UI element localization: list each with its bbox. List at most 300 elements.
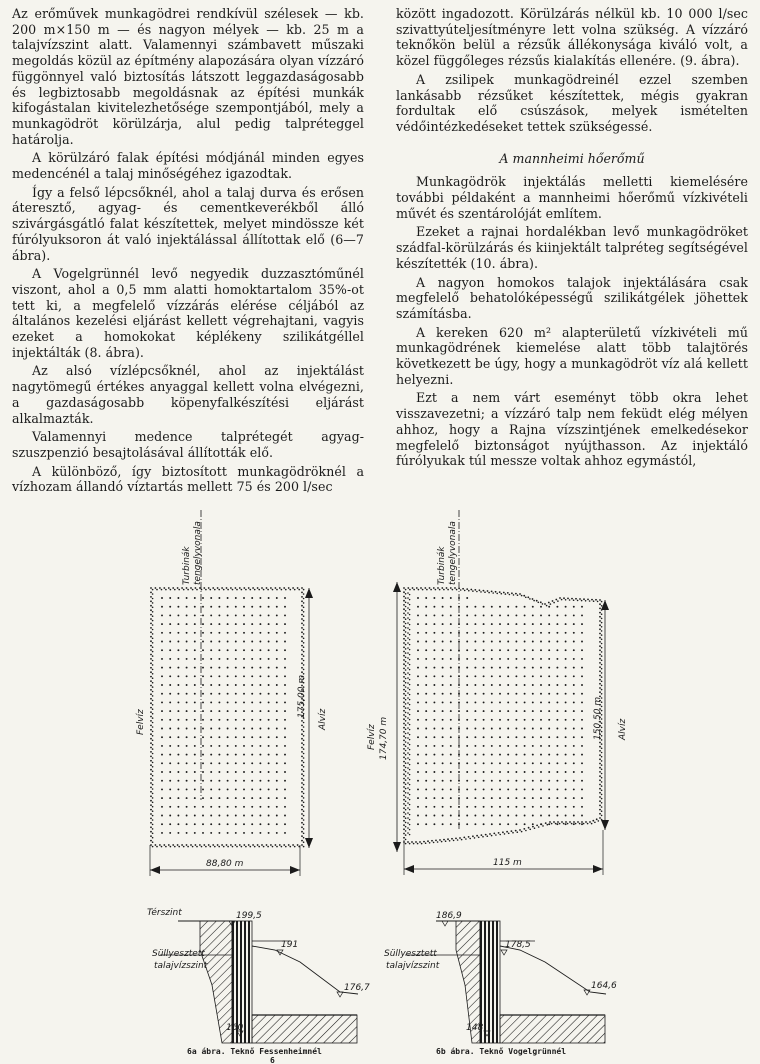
grout-hole [284, 710, 286, 712]
grout-hole [525, 596, 527, 598]
grout-hole [243, 606, 245, 608]
grout-hole [210, 806, 212, 808]
grout-hole [407, 642, 409, 644]
grout-hole [499, 788, 501, 790]
grout-hole [150, 773, 152, 775]
grout-hole [491, 649, 493, 651]
grout-hole [433, 623, 435, 625]
grout-hole [599, 754, 601, 756]
grout-hole [442, 745, 444, 747]
section-title: A mannheimi hőerőmű [499, 150, 645, 166]
grout-hole [303, 837, 305, 839]
grout-hole [405, 762, 407, 764]
grout-hole [442, 788, 444, 790]
grout-hole [491, 823, 493, 825]
grout-hole [405, 661, 407, 663]
grout-hole [442, 780, 444, 782]
grout-hole [259, 762, 261, 764]
grout-hole [301, 826, 303, 828]
grout-hole [202, 701, 204, 703]
grout-hole [594, 821, 596, 823]
grout-hole [540, 754, 542, 756]
grout-hole [407, 652, 409, 654]
grout-hole [599, 767, 601, 769]
grout-hole [403, 625, 405, 627]
grout-hole [303, 810, 305, 812]
grout-hole [559, 823, 561, 825]
grout-hole [152, 598, 154, 600]
grout-hole [156, 589, 158, 591]
grout-hole [433, 745, 435, 747]
grout-hole [540, 788, 542, 790]
grout-hole [205, 589, 207, 591]
grout-hole [556, 788, 558, 790]
grout-hole [276, 632, 278, 634]
grout-hole [489, 833, 491, 835]
grout-hole [548, 684, 550, 686]
grout-hole [499, 606, 501, 608]
grout-hole [303, 598, 305, 600]
grout-hole [476, 591, 478, 593]
grout-hole [276, 614, 278, 616]
grout-hole [466, 693, 468, 695]
arrowhead [290, 866, 300, 874]
grout-hole [579, 598, 581, 600]
grout-hole [601, 680, 603, 682]
grout-hole [507, 675, 509, 677]
grout-hole [163, 587, 165, 589]
grout-hole [532, 667, 534, 669]
grout-hole [551, 823, 553, 825]
grout-hole [483, 736, 485, 738]
grout-hole [561, 821, 563, 823]
grout-hole [403, 693, 405, 695]
grout-hole [221, 587, 223, 589]
grout-hole [599, 666, 601, 668]
grout-hole [285, 589, 287, 591]
grout-hole [284, 806, 286, 808]
grout-hole [425, 754, 427, 756]
grout-hole [409, 724, 410, 725]
grout-hole [540, 815, 542, 817]
grout-hole [276, 719, 278, 721]
grout-hole [186, 728, 188, 730]
grout-hole [161, 780, 163, 782]
grout-hole [556, 701, 558, 703]
grout-hole [407, 732, 409, 734]
arrowhead [404, 865, 414, 873]
grout-hole [439, 589, 441, 591]
grout-hole [259, 701, 261, 703]
grout-hole [152, 726, 154, 728]
grout-hole [466, 815, 468, 817]
grout-hole [276, 623, 278, 625]
grout-hole [425, 641, 427, 643]
grout-hole [519, 829, 521, 831]
grout-hole [172, 587, 174, 589]
grout-hole [301, 720, 303, 722]
grout-hole [569, 821, 571, 823]
grout-hole [409, 609, 410, 610]
grout-hole [298, 589, 300, 591]
grout-hole [433, 797, 435, 799]
figure-6a-section [147, 907, 370, 1064]
grout-hole [303, 784, 305, 786]
grout-hole [559, 597, 561, 599]
left-dimension: 174,70 m [379, 716, 389, 760]
grout-hole [177, 710, 179, 712]
grout-hole [212, 587, 214, 589]
grout-hole [581, 606, 583, 608]
grout-hole [152, 766, 154, 768]
grout-hole [409, 649, 410, 650]
grout-hole [259, 658, 261, 660]
grout-hole [407, 707, 409, 709]
grout-hole [194, 649, 196, 651]
grout-hole [409, 669, 410, 670]
grout-hole [210, 754, 212, 756]
grout-hole [601, 752, 603, 754]
grout-hole [507, 815, 509, 817]
grout-hole [303, 766, 305, 768]
grout-hole [227, 736, 229, 738]
grout-hole [243, 771, 245, 773]
grout-hole [227, 832, 229, 834]
grout-hole [303, 806, 305, 808]
grout-hole [483, 684, 485, 686]
grout-hole [507, 736, 509, 738]
grout-hole [210, 597, 212, 599]
grout-hole [491, 675, 493, 677]
grout-hole [507, 823, 509, 825]
grout-hole [194, 606, 196, 608]
grout-hole [433, 823, 435, 825]
grout-hole [218, 658, 220, 660]
grout-hole [587, 823, 589, 825]
grout-hole [474, 606, 476, 608]
grout-hole [540, 632, 542, 634]
grout-hole [483, 728, 485, 730]
grout-hole [405, 779, 407, 781]
grout-hole [227, 806, 229, 808]
grout-hole [202, 823, 204, 825]
grout-hole [150, 609, 152, 611]
grout-hole [524, 736, 526, 738]
lowered-label: Süllyesztett [384, 949, 437, 959]
grout-hole [218, 736, 220, 738]
grout-hole [556, 649, 558, 651]
grout-hole [407, 677, 409, 679]
grout-hole [515, 815, 517, 817]
grout-hole [230, 587, 232, 589]
grout-hole [425, 780, 427, 782]
grout-hole [442, 667, 444, 669]
grout-hole [403, 613, 405, 615]
grout-hole [483, 632, 485, 634]
grout-hole [177, 762, 179, 764]
grout-hole [565, 710, 567, 712]
grout-hole [548, 797, 550, 799]
grout-hole [303, 832, 305, 834]
grout-hole [507, 606, 509, 608]
grout-hole [186, 844, 188, 846]
grout-hole [466, 806, 468, 808]
grout-hole [407, 702, 409, 704]
grout-hole [403, 782, 405, 784]
grout-hole [194, 658, 196, 660]
grout-hole [403, 769, 405, 771]
grout-hole [474, 806, 476, 808]
grout-hole [548, 649, 550, 651]
grout-hole [243, 780, 245, 782]
grout-hole [599, 633, 601, 635]
grout-hole [235, 597, 237, 599]
grout-hole [458, 736, 460, 738]
grout-hole [301, 782, 303, 784]
grout-hole [532, 823, 534, 825]
grout-hole [502, 831, 504, 833]
grout-hole [227, 710, 229, 712]
grout-hole [532, 771, 534, 773]
grout-hole [524, 614, 526, 616]
grout-hole [515, 658, 517, 660]
grout-hole [301, 631, 303, 633]
grout-hole [303, 726, 305, 728]
grout-hole [409, 664, 410, 665]
grout-hole [403, 634, 405, 636]
grout-hole [202, 667, 204, 669]
grout-hole [276, 710, 278, 712]
grout-hole [218, 641, 220, 643]
grout-hole [281, 589, 283, 591]
grout-hole [405, 707, 407, 709]
grout-hole [405, 767, 407, 769]
grout-hole [303, 606, 305, 608]
grout-hole [433, 597, 435, 599]
grout-hole [292, 587, 294, 589]
grout-hole [483, 806, 485, 808]
grout-hole [235, 797, 237, 799]
grout-hole [524, 745, 526, 747]
grout-hole [450, 754, 452, 756]
grout-hole [474, 632, 476, 634]
grout-hole [241, 589, 243, 591]
grout-hole [194, 771, 196, 773]
grout-hole [491, 591, 493, 593]
grout-hole [403, 714, 405, 716]
grout-hole [150, 654, 152, 656]
grout-hole [152, 673, 154, 675]
grout-hole [259, 614, 261, 616]
grout-hole [301, 795, 303, 797]
grout-hole [403, 752, 405, 754]
grout-hole [532, 728, 534, 730]
grout-hole [177, 658, 179, 660]
grout-hole [599, 679, 601, 681]
grout-hole [405, 741, 407, 743]
grout-hole [505, 593, 507, 595]
grout-hole [548, 693, 550, 695]
grout-hole [483, 693, 485, 695]
grout-hole [235, 710, 237, 712]
grout-hole [405, 597, 407, 599]
grout-hole [177, 693, 179, 695]
grout-hole [548, 710, 550, 712]
grout-hole [210, 745, 212, 747]
grout-hole [169, 797, 171, 799]
grout-hole [599, 788, 601, 790]
grout-hole [515, 780, 517, 782]
grout-hole [573, 815, 575, 817]
grout-hole [483, 754, 485, 756]
grout-hole [227, 771, 229, 773]
grout-hole [474, 762, 476, 764]
grout-hole [227, 745, 229, 747]
grout-hole [536, 600, 538, 602]
grout-hole [403, 621, 405, 623]
grout-hole [208, 587, 210, 589]
grout-hole [403, 765, 405, 767]
grout-hole [301, 840, 303, 842]
grout-hole [276, 806, 278, 808]
grout-hole [259, 641, 261, 643]
arrowhead [593, 865, 603, 873]
grout-hole [456, 589, 458, 591]
grout-hole [218, 823, 220, 825]
grout-hole [268, 614, 270, 616]
grout-hole [450, 597, 452, 599]
grout-hole [152, 775, 154, 777]
grout-hole [235, 649, 237, 651]
grout-hole [303, 739, 305, 741]
grout-hole [268, 797, 270, 799]
grout-hole [407, 802, 409, 804]
grout-hole [150, 729, 152, 731]
grout-hole [545, 822, 547, 824]
grout-hole [532, 598, 534, 600]
grout-hole [218, 788, 220, 790]
grout-hole [425, 797, 427, 799]
grout-hole [483, 771, 485, 773]
grout-hole [581, 745, 583, 747]
grout-hole [403, 756, 405, 758]
grout-hole [152, 593, 154, 595]
grout-hole [450, 658, 452, 660]
grout-hole [450, 771, 452, 773]
grout-hole [474, 754, 476, 756]
grout-hole [301, 760, 303, 762]
grout-hole [177, 597, 179, 599]
grout-hole [169, 762, 171, 764]
grout-hole [403, 689, 405, 691]
grout-hole [425, 762, 427, 764]
grout-hole [152, 832, 154, 834]
grout-hole [466, 762, 468, 764]
grout-hole [227, 728, 229, 730]
grout-hole [403, 604, 405, 606]
grout-hole [433, 606, 435, 608]
grout-hole [259, 649, 261, 651]
grout-hole [425, 728, 427, 730]
grout-hole [202, 632, 204, 634]
grout-hole [303, 779, 305, 781]
grout-hole [218, 797, 220, 799]
grout-hole [442, 754, 444, 756]
grout-hole [517, 594, 519, 596]
grout-hole [417, 788, 419, 790]
grout-hole [152, 646, 154, 648]
grout-hole [601, 760, 603, 762]
grout-hole [409, 834, 410, 835]
grout-hole [150, 818, 152, 820]
grout-hole [405, 669, 407, 671]
grout-hole [409, 729, 410, 730]
grout-hole [466, 780, 468, 782]
grout-hole [416, 587, 418, 589]
grout-hole [407, 832, 409, 834]
grout-hole [540, 736, 542, 738]
grout-hole [152, 779, 154, 781]
arrowhead [393, 842, 401, 852]
grout-hole [409, 589, 411, 591]
grout-hole [301, 791, 303, 793]
grout-hole [301, 831, 303, 833]
grout-hole [433, 587, 435, 589]
grout-hole [284, 632, 286, 634]
grout-hole [407, 662, 409, 664]
grout-hole [599, 624, 601, 626]
grout-hole [301, 835, 303, 837]
elevation-marker [442, 921, 448, 926]
grout-hole [303, 660, 305, 662]
grout-hole [507, 614, 509, 616]
grout-hole [259, 606, 261, 608]
grout-hole [499, 632, 501, 634]
grout-hole [524, 693, 526, 695]
grout-hole [468, 590, 470, 592]
grout-hole [186, 684, 188, 686]
grout-hole [202, 736, 204, 738]
grout-hole [573, 823, 575, 825]
grout-hole [599, 683, 601, 685]
grout-hole [601, 672, 603, 674]
grout-hole [235, 815, 237, 817]
grout-hole [251, 614, 253, 616]
grout-hole [301, 627, 303, 629]
grout-hole [491, 835, 493, 837]
grout-hole [548, 675, 550, 677]
grout-hole [245, 846, 247, 848]
grout-hole [425, 788, 427, 790]
grout-hole [150, 826, 152, 828]
grout-hole [521, 595, 523, 597]
grout-hole [599, 691, 601, 693]
grout-hole [202, 754, 204, 756]
grout-hole [601, 622, 603, 624]
grout-hole [161, 649, 163, 651]
grout-hole [565, 780, 567, 782]
grout-hole [407, 612, 409, 614]
grout-hole [435, 589, 437, 591]
grout-hole [276, 641, 278, 643]
grout-hole [218, 719, 220, 721]
grout-hole [601, 743, 603, 745]
grout-hole [150, 667, 152, 669]
grout-hole [150, 623, 152, 625]
grout-hole [409, 629, 410, 630]
grout-hole [405, 796, 407, 798]
grout-hole [565, 815, 567, 817]
